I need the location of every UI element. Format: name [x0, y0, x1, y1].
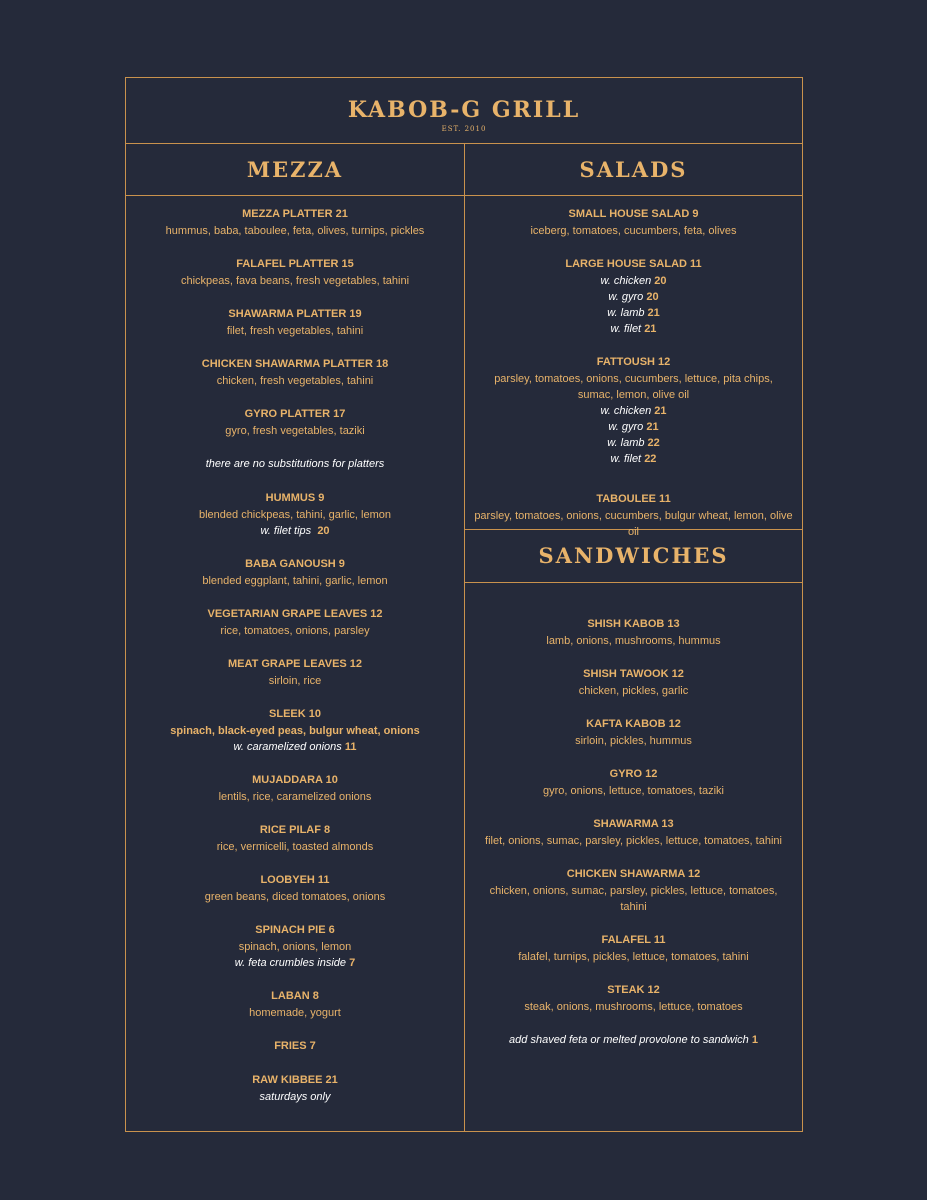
- menu-item: [465, 766, 802, 799]
- item-option: [465, 305, 802, 321]
- item-description: steak, onions, mushrooms, lettuce, tomatoes: [524, 1001, 743, 1013]
- menu-item: [126, 356, 464, 389]
- item-description: saturdays only: [259, 1091, 331, 1103]
- addon-price: 1: [751, 1034, 758, 1046]
- item-description: sirloin, pickles, hummus: [575, 735, 692, 747]
- menu-item: [465, 491, 802, 540]
- menu-item: [126, 306, 464, 339]
- menu-item: [465, 206, 802, 239]
- menu-item: [465, 982, 802, 1015]
- menu-item: [465, 616, 802, 649]
- item-description: falafel, turnips, pickles, lettuce, tomatoes, tahini: [518, 951, 749, 963]
- item-name: SHISH TAWOOK 12: [583, 668, 684, 680]
- item-option: [465, 435, 802, 451]
- item-description: blended chickpeas, tahini, garlic, lemon: [198, 509, 391, 521]
- option-price: 7: [349, 957, 356, 969]
- option-label: w. lamb: [607, 307, 645, 319]
- option-label: w. filet: [610, 323, 642, 335]
- item-name: CHICKEN SHAWARMA PLATTER 18: [201, 358, 389, 370]
- item-name: LARGE HOUSE SALAD 11: [565, 258, 702, 270]
- item-description: chicken, fresh vegetables, tahini: [216, 375, 374, 387]
- sandwiches-list: [465, 616, 802, 1066]
- menu-item: [126, 988, 464, 1021]
- option-price: 20: [654, 275, 667, 287]
- item-option: [465, 273, 802, 289]
- item-description: lamb, onions, mushrooms, hummus: [546, 635, 721, 647]
- item-description: filet, fresh vegetables, tahini: [226, 325, 364, 337]
- item-name: RAW KIBBEE 21: [252, 1074, 338, 1086]
- sandwich-addon-note: [465, 1032, 802, 1048]
- item-description: lentils, rice, caramelized onions: [218, 791, 372, 803]
- menu-item: [126, 772, 464, 805]
- item-name: SHAWARMA PLATTER 19: [228, 308, 362, 320]
- item-name: RICE PILAF 8: [259, 824, 331, 836]
- restaurant-name: KABOB-G GRILL: [347, 97, 581, 123]
- item-description: chickpeas, fava beans, fresh vegetables, tahini: [180, 275, 410, 287]
- option-label: w. filet tips: [260, 525, 312, 537]
- item-name: STEAK 12: [607, 984, 660, 996]
- established-year: EST. 2010: [441, 125, 487, 133]
- menu-item: [126, 656, 464, 689]
- item-description: iceberg, tomatoes, cucumbers, feta, olives: [530, 225, 737, 237]
- option-price: 21: [647, 307, 660, 319]
- option-price: 20: [317, 525, 330, 537]
- item-option: [126, 739, 464, 755]
- addon-label: add shaved feta or melted provolone to sandwich: [509, 1034, 749, 1046]
- menu-item: [126, 822, 464, 855]
- item-description: parsley, tomatoes, onions, cucumbers, bulgur wheat, lemon, olive oil: [474, 510, 793, 538]
- item-description: gyro, fresh vegetables, taziki: [225, 425, 365, 437]
- menu-item: [465, 716, 802, 749]
- menu-item: [126, 490, 464, 539]
- menu-item: [465, 666, 802, 699]
- item-name: MUJADDARA 10: [252, 774, 338, 786]
- menu-item: [126, 706, 464, 755]
- option-label: w. filet: [610, 453, 642, 465]
- menu-item: [126, 406, 464, 439]
- salads-title: SALADS: [579, 157, 688, 182]
- item-name: BABA GANOUSH 9: [245, 558, 345, 570]
- menu-item: [126, 556, 464, 589]
- item-name: HUMMUS 9: [265, 492, 325, 504]
- item-description: homemade, yogurt: [249, 1007, 341, 1019]
- option-price: 22: [644, 453, 657, 465]
- option-label: w. caramelized onions: [233, 741, 342, 753]
- menu-item: [126, 206, 464, 239]
- menu-item: [126, 1072, 464, 1105]
- menu-item: [465, 932, 802, 965]
- item-name: MEZZA PLATTER 21: [242, 208, 348, 220]
- item-name: LOOBYEH 11: [260, 874, 330, 886]
- option-label: w. gyro: [608, 291, 644, 303]
- item-description: spinach, black-eyed peas, bulgur wheat, onions: [170, 725, 420, 737]
- item-name: VEGETARIAN GRAPE LEAVES 12: [207, 608, 383, 620]
- item-name: CHICKEN SHAWARMA 12: [566, 868, 701, 880]
- menu-item: [465, 354, 802, 467]
- item-name: FALAFEL PLATTER 15: [236, 258, 354, 270]
- item-description: filet, onions, sumac, parsley, pickles, lettuce, tomatoes, tahini: [485, 835, 782, 847]
- option-label: w. lamb: [607, 437, 645, 449]
- platter-note: there are no substitutions for platters: [205, 458, 385, 470]
- option-price: 20: [646, 291, 659, 303]
- salads-list: [465, 206, 802, 557]
- item-option: [126, 955, 464, 971]
- option-label: w. chicken: [600, 275, 652, 287]
- menu-item: [465, 256, 802, 337]
- item-description: blended eggplant, tahini, garlic, lemon: [202, 575, 388, 587]
- item-description: chicken, onions, sumac, parsley, pickles, lettuce, tomatoes, tahini: [489, 885, 778, 913]
- option-price: 21: [646, 421, 659, 433]
- item-description: parsley, tomatoes, onions, cucumbers, lettuce, pita chips, sumac, lemon, olive oil: [494, 373, 773, 401]
- option-label: w. chicken: [600, 405, 652, 417]
- item-description: rice, vermicelli, toasted almonds: [216, 841, 374, 853]
- item-description: sirloin, rice: [268, 675, 322, 687]
- item-name: GYRO PLATTER 17: [244, 408, 346, 420]
- option-label: w. feta crumbles inside: [234, 957, 347, 969]
- mezza-list: [126, 206, 464, 1122]
- item-name: SLEEK 10: [269, 708, 321, 720]
- item-description: spinach, onions, lemon: [238, 941, 352, 953]
- item-description: chicken, pickles, garlic: [578, 685, 689, 697]
- item-option: [465, 321, 802, 337]
- item-option: [465, 403, 802, 419]
- option-label: w. gyro: [608, 421, 644, 433]
- item-option: [465, 451, 802, 467]
- menu-header: [126, 78, 802, 144]
- item-description: rice, tomatoes, onions, parsley: [220, 625, 370, 637]
- menu-item: [465, 866, 802, 915]
- option-price: 22: [647, 437, 660, 449]
- item-description: hummus, baba, taboulee, feta, olives, turnips, pickles: [165, 225, 425, 237]
- item-name: MEAT GRAPE LEAVES 12: [227, 658, 363, 670]
- item-name: KAFTA KABOB 12: [586, 718, 681, 730]
- item-option: [465, 419, 802, 435]
- item-name: FATTOUSH 12: [596, 356, 671, 368]
- option-price: 21: [644, 323, 657, 335]
- item-name: SHISH KABOB 13: [587, 618, 680, 630]
- menu-item: [126, 606, 464, 639]
- mezza-title: MEZZA: [246, 157, 344, 182]
- item-name: LABAN 8: [271, 990, 319, 1002]
- menu-item: [126, 872, 464, 905]
- item-name: SPINACH PIE 6: [255, 924, 335, 936]
- item-name: FALAFEL 11: [601, 934, 666, 946]
- option-price: 21: [654, 405, 667, 417]
- menu-frame: [125, 77, 803, 1132]
- item-option: [126, 523, 464, 539]
- menu-item: [126, 922, 464, 971]
- item-name: TABOULEE 11: [596, 493, 671, 505]
- menu-item: [126, 256, 464, 289]
- option-price: 11: [344, 741, 357, 753]
- sandwiches-title: SANDWICHES: [538, 543, 729, 568]
- item-option: [465, 289, 802, 305]
- item-description: green beans, diced tomatoes, onions: [204, 891, 386, 903]
- salads-section-header: [465, 144, 802, 196]
- item-name: GYRO 12: [609, 768, 658, 780]
- item-name: SHAWARMA 13: [593, 818, 674, 830]
- menu-item: [126, 1038, 464, 1055]
- menu-item: [465, 816, 802, 849]
- item-description: gyro, onions, lettuce, tomatoes, taziki: [543, 785, 724, 797]
- item-name: FRIES 7: [274, 1040, 316, 1052]
- item-name: SMALL HOUSE SALAD 9: [568, 208, 699, 220]
- mezza-section-header: [126, 144, 464, 196]
